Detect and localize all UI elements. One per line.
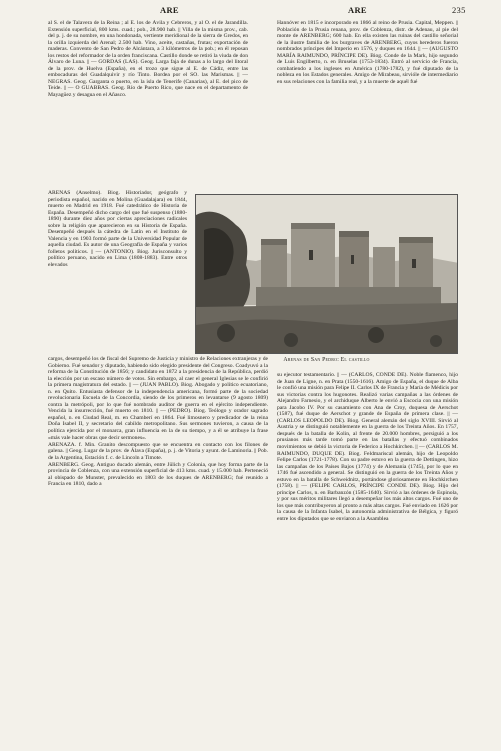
entry-paragraph: cargos, desempeñó los de fiscal del Supremo de Justicia y ministro de Relaciones extranjeras y de Gobierno. Fué senador y diputado, habiendo sido elegido presidente del Congreso. Coadyuvó a la reforma de la Constitución de 1856; y candidato en 1872 a la presidencia de la República, perdió la elección por un escaso número de votos. Sin embargo, al caer el general Iglesias se le confirió la primera magistratura del estado. || — (JUAN PABLO). Biog. Abogado y político ecuatoriano, n. en Quito. Entusiasta defensor de la independencia americana, formó parte de la sociedad revolucionaria Escuela de la Concordia, siendo de los primeros en levantarse (9 agosto 1809) contra la metrópoli, por lo que fué nombrado auditor de guerra en el ejército independiente. Vencida la insurrección, fué muerto en 1810. || — (PEDRO). Biog. Teólogo y orador sagrado español, n. en Ciudad Real, m. en Chamberí en 1864. Fué limosnero y predicador de la reina Doña Isabel II, y secretario del cabildo metropolitano. Sus sermones tuvieron, a causa de la política ejercida por el monarca, gran influencia en la de su tiempo, y a él se atribuye la frase «más vale hacer obras que decir sermones». xyxy=(48,356,268,441)
castle-illustration xyxy=(196,195,458,354)
right-column-bottom xyxy=(277,372,458,742)
entry-paragraph: ARENAZA. f. Min. Granito descompuesto que se encuentra en contacto con los filones de galena. || Geog. Lugar de la prov. de Álava (España), p. j. de Vitoria y ayunt. de Laminoria. || Pob. de la Argentina, Estación f. c. de Lincoln a Timote. xyxy=(48,441,268,461)
running-head-right: ARE xyxy=(348,5,367,15)
entry-paragraph: ARENAS (Anselmo). Biog. Historiador, geógrafo y periodista español, nacido en Molina (Guadalajara) en 1844, muerto en Madrid en 1918. Fué catedrático de Historia de España. Desempeñó dicho cargo del que fué suspenso (1880-1890) durante diez años por ciertas apreciaciones radicales sobre la religión que aparecieron en su Historia de España. Desempeñó después la cátedra de Latín en el Instituto de Valencia y en 1903 formó parte de la Universidad Popular de aquella ciudad. Es autor de una Geografía de España y varios folletos políticos. || — (ANTONIO). Biog. Jurisconsulto y político peruano, nacido en Lima (1808-1883). Entre otros elevados xyxy=(48,190,187,269)
left-column-beside-figure xyxy=(48,190,187,356)
right-column-top xyxy=(277,20,458,190)
entry-paragraph: ARENBERG. Geog. Antiguo ducado alemán, entre Jülich y Colonia, que hoy forma parte de la provincia de Coblenza, con una extensión superficial de 413 kms. cuad. y 15.000 hab. Perteneció al obispado de Munster, prevalecido en 1803 de los duques de ARENBERG; fué reunido a Francia en 1810, dado a xyxy=(48,461,268,488)
left-column-bottom xyxy=(48,356,268,742)
page-number: 235 xyxy=(452,5,466,15)
entry-paragraph: al S. el de Talavera de la Reina ; al E. los de Ávila y Cebreros, y al O. el de Jarandilla. Extensión superficial, 800 kms. cuad.; pob., 28.900 hab. || Villa de la misma prov., cab. del p. j. de su nombre, en una hondonada, vertiente meridional de la sierra de Gredos, en la orilla izquierda del Arenal; 2.500 hab. Vino, aceite, castañas, frutas; exportación de maderas. Convento de San Pedro de Alcántara, a 3 kilómetros de la pob.; en él reposan los restos del reformador de la orden franciscana. Castillo donde se retiró la viuda de don Álvaro de Luna. || — GORDAS (LAS). Geog. Larga faja de dunas a lo largo del litoral de la prov. de Huelva (España), en el trozo que sigue al E. de Cádiz, entre las embocaduras del Guadalquivir y río Tinto. Bordea por el SO. las Marismas. || — NEGRAS. Geog. Garganta o puerto, en la isla de Tenerife (Canarias), al E. del pico de Teide. || — O GUABBAS. Geog. Río de Puerto Rico, que nace en el departamento de Mayagüez y desagua en el Añasco. xyxy=(48,20,248,99)
figure-caption: Arenas de San Pedro: El castillo xyxy=(283,357,370,363)
castle-photograph xyxy=(195,194,458,354)
left-column-top xyxy=(48,20,248,190)
entry-paragraph: su ejecutor testamentario. || — (CARLOS, CONDE DE). Noble flamenco, hijo de Juan de Ligne, n. en Prata (1550-1616). Amigo de España, el duque de Alba le confió una misión para Felipe II. Carlos IX de Francia y María de Médicis por sus victorias contra los hugonotes. Realizó varias campañas a las órdenes de Alejandro Farnesio, y el archiduque Alberto le envió a Escocia con una misión para Jacobo IV. Por su casamiento con Ana de Croy, duquesa de Aerschot (1587), fué duque de Aerschot y grande de España de primera clase. || — (CARLOS LEOPOLDO DE). Biog. General alemán del siglo XVIII. Sirvió al Austria y se distinguió notablemente en la guerra de los Treinta Años. En 1757, después de la batalla de Kolin, al frente de 20.000 hombres, persiguió a los prusianos más tarde tomó parte en las batallas y efectuó combinados movimientos se debió la victoria de Federico a Hochkirchen. || — (CARLOS M. RAIMUNDO, DUQUE DE). Biog. Feldmariscal alemán, hijo de Leopoldo Felipe Carlos (1721-1778). Con su padre estuvo en la guerra de Dettingen, hizo las campañas de los Países Bajos (1774) y de Alemania (1745), por lo que en 1746 fué ascendido a general. Se distinguió en la guerra de los Treinta Años y estuvo en la batalla de Schweidnitz, portándose gloriosamente en Hochkirchen (1758). || — (FELIPE CARLOS, PRÍNCIPE CONDE DE). Biog. Hijo del príncipe Carlos, n. en Barbanzón (1585-1640). Sirvió a las órdenes de Espinola, y por sus méritos militares llegó a desempeñar los más altos cargos. Fué uno de los que más contribuyeron al pronto a más altas cargos. Fué enviado en 1626 por la causa de la Infanta Isabel, la autonomía administrativa de Bélgica, y figuró entre los diputados que se enviaron a la Asamblea xyxy=(277,372,458,523)
entry-paragraph: Hannóver en 1815 e incorporado en 1866 al reino de Prusia. Capital, Meppen. || Población de la Prusia renana, prov. de Coblenza, distr. de Adenau, al pie del monte de ARENBERG; 600 hab. En ella existen las ruinas del castillo señorial de la ilustre familia de los burgraves de ARENBERG, cuyos herederos fueron nombrados príncipes del Imperio en 1576, y duques en 1644. || — (AUGUSTO MARÍA RAIMUNDO, PRÍNCIPE DE). Biog. Conde de la Mark, hijo segundo de Luis Engilberto, n. en Bruselas (1753-1834). Entró al servicio de Francia, combatiendo a los ingleses en América (1780-1782), y fué diputado de la nobleza en los Estados generales. Amigo de Mirabeau, sirvióle de intermediario en sus relaciones con la familia real, y a la muerte de aquél fué xyxy=(277,20,458,85)
running-head-left: ARE xyxy=(160,5,179,15)
